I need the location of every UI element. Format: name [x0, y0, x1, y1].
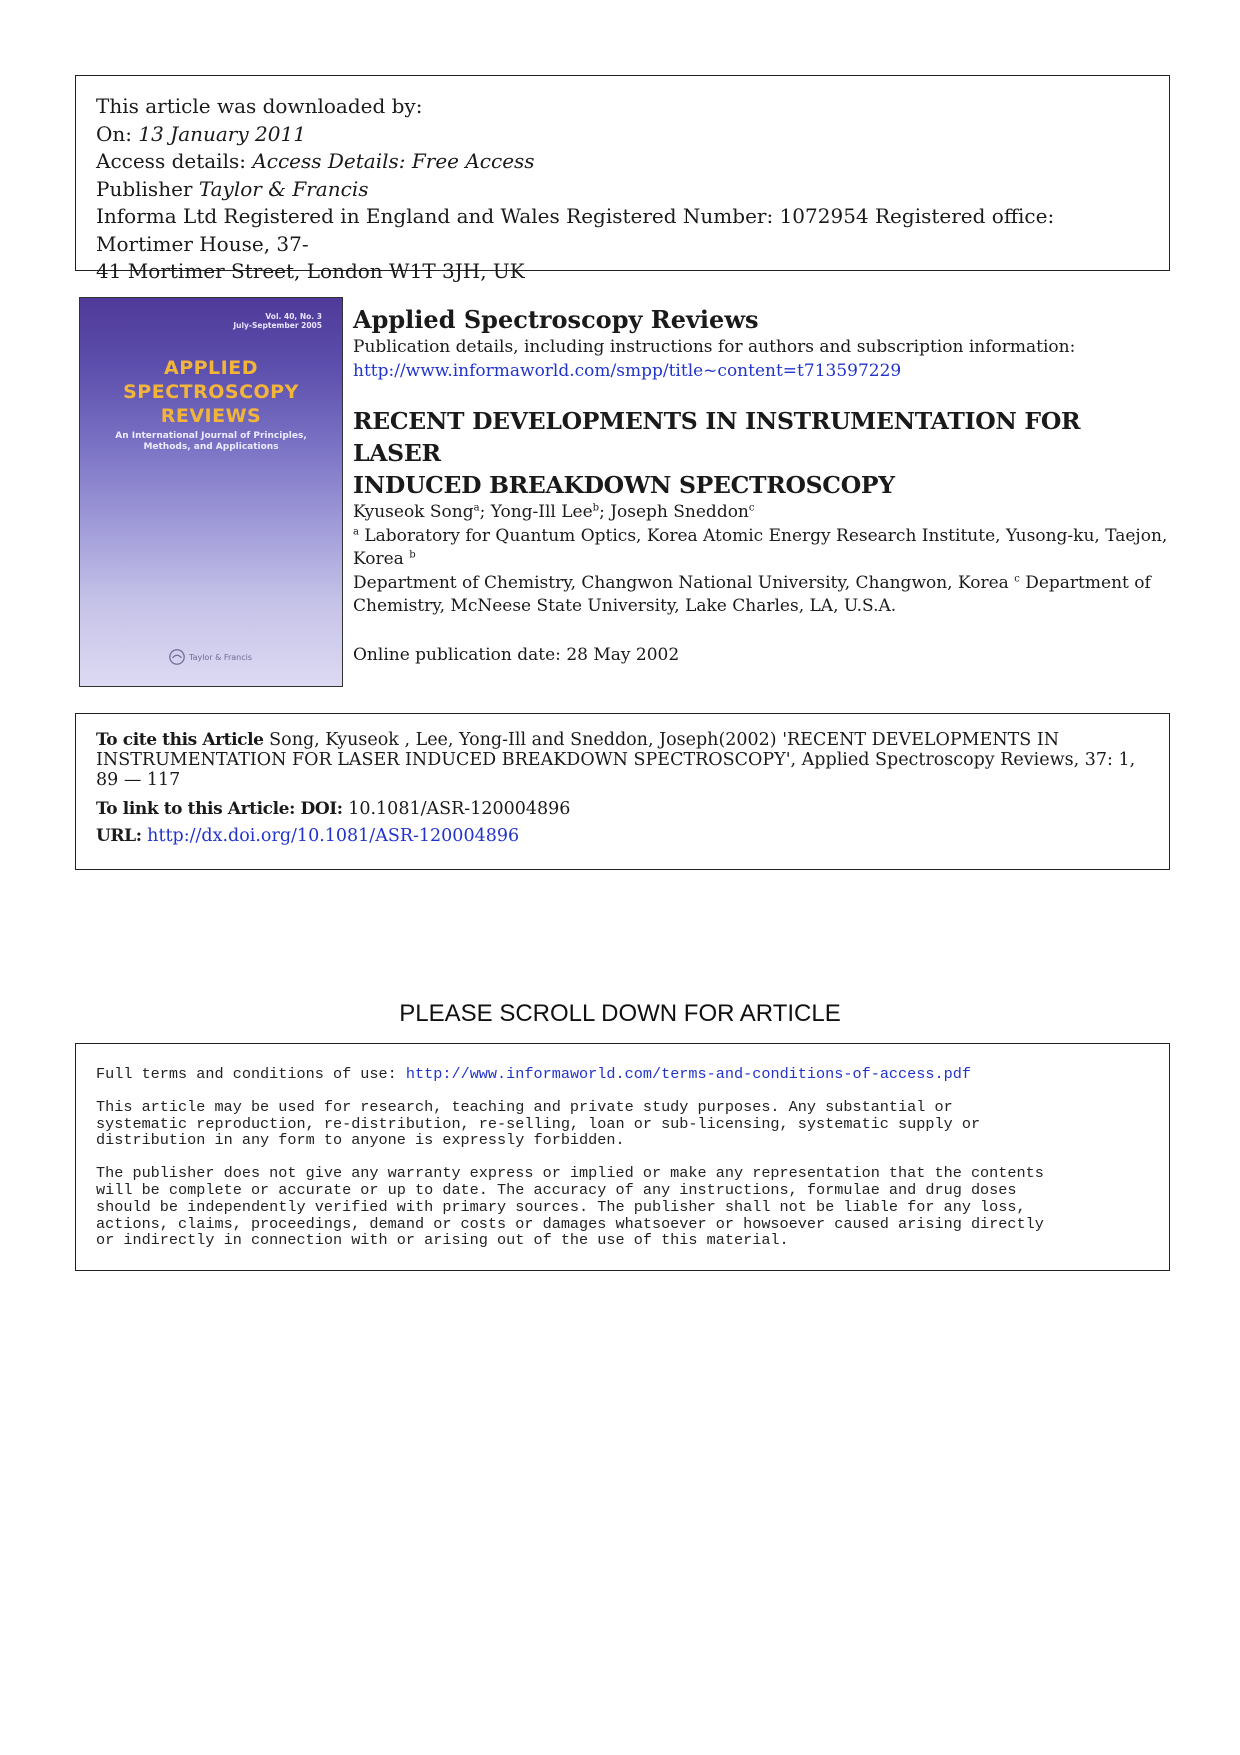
downloaded-by-line: This article was downloaded by:: [96, 94, 423, 118]
terms-paragraph-2: The publisher does not give any warranty express or implied or make any representation that the contents will be complete or accurate or up to date. The accuracy of any instructions, formulae and drug doses should be independently verified with primary sources. The publisher shall not be liable for any loss, actions, claims, proceedings, demand or costs or damages whatsoever or howsoever caused arising directly or indirectly in connection with or arising out of the use of this material.: [96, 1164, 1044, 1250]
full-terms-line: Full terms and conditions of use: http://www.informaworld.com/terms-and-conditions-of-access.pdf: [96, 1065, 971, 1083]
scroll-down-notice: PLEASE SCROLL DOWN FOR ARTICLE: [399, 1000, 841, 1027]
registered-office-line-2: 41 Mortimer Street, London W1T 3JH, UK: [96, 259, 525, 283]
cover-title: APPLIED SPECTROSCOPY REVIEWS: [123, 357, 299, 427]
cover-subtitle: An International Journal of Principles, Methods, and Applications: [115, 431, 307, 452]
download-date: 13 January 2011: [138, 121, 306, 146]
journal-title: Applied Spectroscopy Reviews: [353, 305, 759, 334]
access-details-line: Access details: Access Details: Free Access: [96, 149, 535, 173]
journal-url-link[interactable]: http://www.informaworld.com/smpp/title~content=t713597229: [353, 361, 902, 381]
url-line: [96, 823, 1149, 850]
doi-line: [96, 796, 1149, 823]
author-affiliations: $^a$ Laboratory for Quantum Optics, Korea Atomic Energy Research Institute, Yusong-ku, Taejon, Korea $^b$ Department of Chemistry, Changwon National University, Changwon, Korea $^c$ Department of Chemistry, McNeese State University, Lake Charles, LA, U.S.A.: [353, 525, 1168, 616]
terms-box: [75, 1043, 1170, 1271]
access-details-value: Access Details: Free Access: [252, 149, 535, 173]
registered-office-line-1: Informa Ltd Registered in England and Wales Registered Number: 1072954 Registered office: Mortimer House, 37-: [96, 204, 1055, 256]
doi-url-link[interactable]: http://dx.doi.org/10.1081/ASR-120004896: [147, 826, 520, 846]
cite-this-article: To cite this Article Song, Kyuseok , Lee, Yong-Ill and Sneddon, Joseph(2002) 'RECENT DEVELOPMENTS IN INSTRUMENTATION FOR LASER INDUCED BREAKDOWN SPECTROSCOPY', Applied Spectroscopy Reviews, 37: 1, 89 — 117: [96, 730, 1136, 790]
download-date-line: On: 13 January 2011: [96, 121, 306, 146]
download-info-box: [75, 75, 1170, 283]
cite-label: To cite this Article: [96, 730, 264, 750]
citation-box: [75, 713, 1170, 870]
journal-cover-image: [79, 297, 343, 687]
publisher-logo-icon: [168, 648, 186, 666]
online-publication-date: Online publication date: 28 May 2002: [353, 644, 680, 665]
publisher-line: Publisher Taylor & Francis: [96, 176, 369, 201]
publication-details: Publication details, including instructions for authors and subscription information:: [353, 337, 1076, 357]
publisher-value: Taylor & Francis: [198, 176, 369, 201]
taylor-francis-logo: Taylor & Francis: [168, 648, 252, 666]
journal-info: [353, 305, 1173, 667]
article-authors: Kyuseok Song$^a$; Yong-Ill Lee$^b$; Joseph Sneddon$^c$: [353, 502, 755, 522]
url-label: URL:: [96, 826, 142, 846]
article-title: RECENT DEVELOPMENTS IN INSTRUMENTATION FOR LASER INDUCED BREAKDOWN SPECTROSCOPY: [353, 407, 1081, 499]
link-label: To link to this Article: DOI:: [96, 799, 343, 819]
terms-paragraph-1: This article may be used for research, teaching and private study purposes. Any substantial or systematic reproduction, re-distribution, re-selling, loan or sub-licensing, systematic supply or distribution in any form to anyone is expressly forbidden.: [96, 1097, 981, 1150]
doi-value: 10.1081/ASR-120004896: [342, 799, 571, 819]
cover-volume-info: Vol. 40, No. 3 July-September 2005: [233, 312, 322, 330]
terms-url-link[interactable]: http://www.informaworld.com/terms-and-conditions-of-access.pdf: [405, 1065, 971, 1083]
